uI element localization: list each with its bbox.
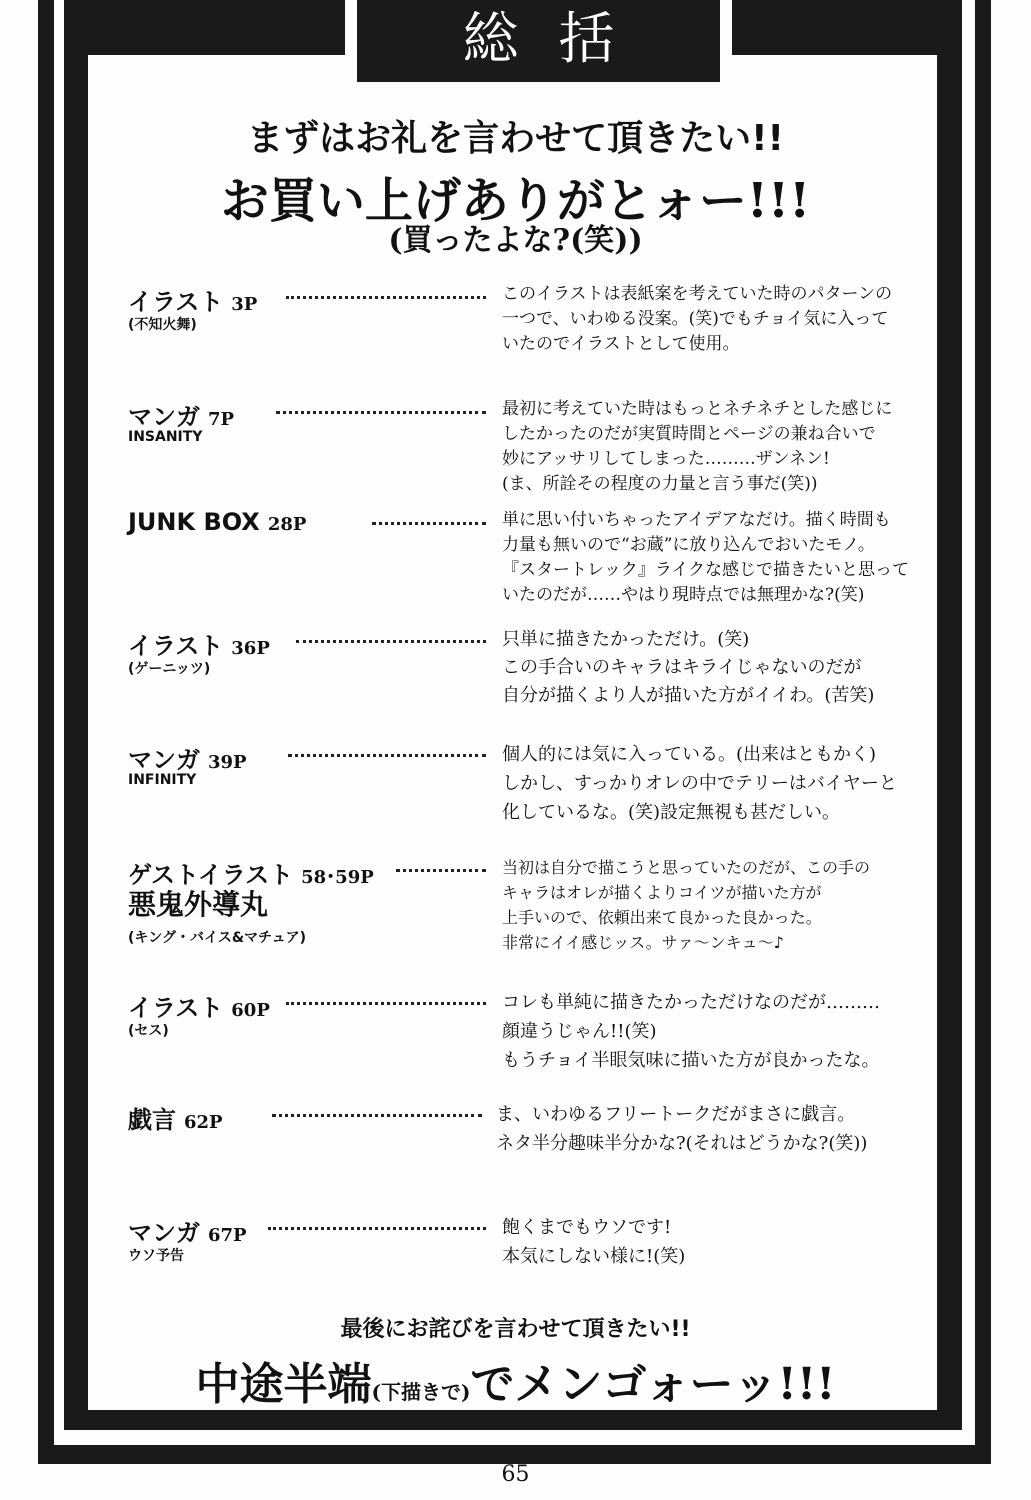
leader-dots [288, 754, 486, 757]
apology-line-2 [0, 1348, 1031, 1412]
entry-heading [128, 1100, 223, 1135]
desc-line: 上手いので、依頼出来て良かった良かった。 [502, 908, 822, 927]
entry-description [502, 626, 932, 710]
entry-description [502, 740, 932, 827]
thanks-line-3: (買ったよな?(笑)) [388, 223, 643, 258]
leader-dots [286, 296, 486, 299]
entry-heading [128, 282, 257, 317]
leader-dots [268, 1227, 486, 1230]
entry-category: 戯言 [128, 1106, 176, 1134]
desc-line: 顔違うじゃん!!(笑) [502, 1021, 657, 1042]
entry-page: 28P [267, 514, 307, 535]
desc-line: したかったのだが実質時間とページの兼ね合いで [502, 424, 876, 444]
leader-dots [272, 1114, 482, 1117]
page-number: 65 [501, 1462, 530, 1487]
entry-heading [128, 397, 234, 432]
entry-description [502, 508, 932, 608]
entry-subtitle: INFINITY [128, 772, 197, 788]
page-title: 総括 [357, 0, 720, 82]
entry-page: 67P [208, 1225, 247, 1246]
entry-page: 62P [184, 1112, 223, 1133]
entry-category: マンガ [128, 1219, 200, 1247]
entry-description [502, 1213, 932, 1271]
desc-line: このイラストは表紙案を考えていた時のパターンの [502, 284, 893, 304]
entry-subtitle: (不知火舞) [128, 317, 197, 333]
desc-line: 化しているな。(笑)設定無視も甚だしい。 [502, 802, 841, 823]
desc-line: しかし、すっかりオレの中でテリーはバイヤーと [502, 773, 897, 794]
apology-main-a: 中途半端 [195, 1359, 372, 1410]
desc-line: ま、いわゆるフリートークだがまさに戯言。 [496, 1104, 856, 1125]
leader-dots [296, 640, 486, 643]
desc-line: 当初は自分で描こうと思っていたのだが、この手の [502, 858, 871, 877]
desc-line: いたのだが……やはり現時点では無理かな?(笑) [502, 585, 865, 605]
apology-line-1: 最後にお詫びを言わせて頂きたい!! [340, 1317, 691, 1342]
entry-heading [128, 988, 270, 1023]
desc-line: 一つで、いわゆる没案。(笑)でもチョイ気に入って [502, 309, 889, 329]
entry-heading [128, 508, 306, 536]
desc-line: 単に思い付いちゃったアイデアなだけ。描く時間も [502, 510, 891, 530]
entry-description [502, 855, 932, 955]
desc-line: 飽くまでもウソです! [502, 1217, 672, 1238]
desc-line: 只単に描きたかっただけ。(笑) [502, 629, 750, 650]
entry-subtitle: (セス) [128, 1023, 169, 1039]
desc-line: もうチョイ半眼気味に描いた方が良かったな。 [502, 1050, 880, 1071]
desc-line: 個人的には気に入っている。(出来はともかく) [502, 744, 877, 765]
entry-description [496, 1100, 926, 1158]
entry-category: イラスト [128, 994, 224, 1022]
desc-line: 最初に考えていた時はもっとネチネチとした感じに [502, 399, 893, 419]
apology-main-b: でメンゴォーッ!!! [470, 1359, 836, 1410]
entry-page: 39P [208, 752, 247, 773]
entry-category: ゲストイラスト [128, 861, 294, 889]
entry-category: イラスト [128, 288, 224, 316]
desc-line: 自分が描くより人が描いた方がイイわ。(苦笑) [502, 685, 875, 706]
desc-line: 『スタートレック』ライクな感じで描きたいと思って [502, 560, 909, 580]
leader-dots [286, 1002, 486, 1005]
entry-page: 36P [231, 638, 270, 659]
desc-line: キャラはオレが描くよりコイツが描いた方が [502, 883, 822, 902]
entry-category: イラスト [128, 632, 224, 660]
entry-heading [128, 740, 247, 775]
entry-subtitle: (ゲーニッツ) [128, 661, 211, 677]
entry-description [502, 397, 932, 497]
desc-line: この手合いのキャラはキライじゃないのだが [502, 657, 862, 678]
entry-category: マンガ [128, 746, 200, 774]
desc-line: ネタ半分趣味半分かな?(それはどうかな?(笑)) [496, 1133, 868, 1154]
entry-page: 7P [208, 409, 235, 430]
entry-heading [128, 1213, 247, 1248]
thanks-line-1: まずはお礼を言わせて頂きたい!! [247, 118, 784, 159]
leader-dots [372, 522, 486, 525]
thanks-line-2: お買い上げありがとォー!!! [220, 173, 811, 229]
entry-page: 60P [231, 1000, 270, 1021]
apology-note: (下描きで) [371, 1380, 471, 1404]
desc-line: (ま、所詮その程度の力量と言う事だ(笑)) [502, 474, 818, 494]
entry-subtitle: ウソ予告 [128, 1248, 184, 1264]
desc-line: 非常にイイ感じッス。サァ〜ンキュ〜♪ [502, 933, 784, 952]
entry-heading [128, 626, 270, 661]
entry-page: 58･59P [301, 867, 374, 888]
entry-description [502, 988, 932, 1075]
entry-page: 3P [231, 294, 258, 315]
desc-line: 力量も無いので“お蔵”に放り込んでおいたモノ。 [502, 535, 875, 555]
entry-category: マンガ [128, 403, 200, 431]
desc-line: いたのでイラストとして使用。 [502, 334, 740, 354]
leader-dots [396, 869, 486, 872]
entry-description [502, 282, 932, 357]
desc-line: 本気にしない様に!(笑) [502, 1246, 686, 1267]
leader-dots [276, 411, 486, 414]
entry-subtitle: (キング・バイス&マチュア) [128, 930, 307, 946]
entry-category: JUNK BOX [128, 508, 260, 536]
guest-artist-name: 悪鬼外導丸 [128, 888, 269, 921]
desc-line: コレも単純に描きたかっただけなのだが……… [502, 992, 880, 1013]
desc-line: 妙にアッサリしてしまった………ザンネン! [502, 449, 830, 469]
entry-subtitle: INSANITY [128, 429, 203, 445]
